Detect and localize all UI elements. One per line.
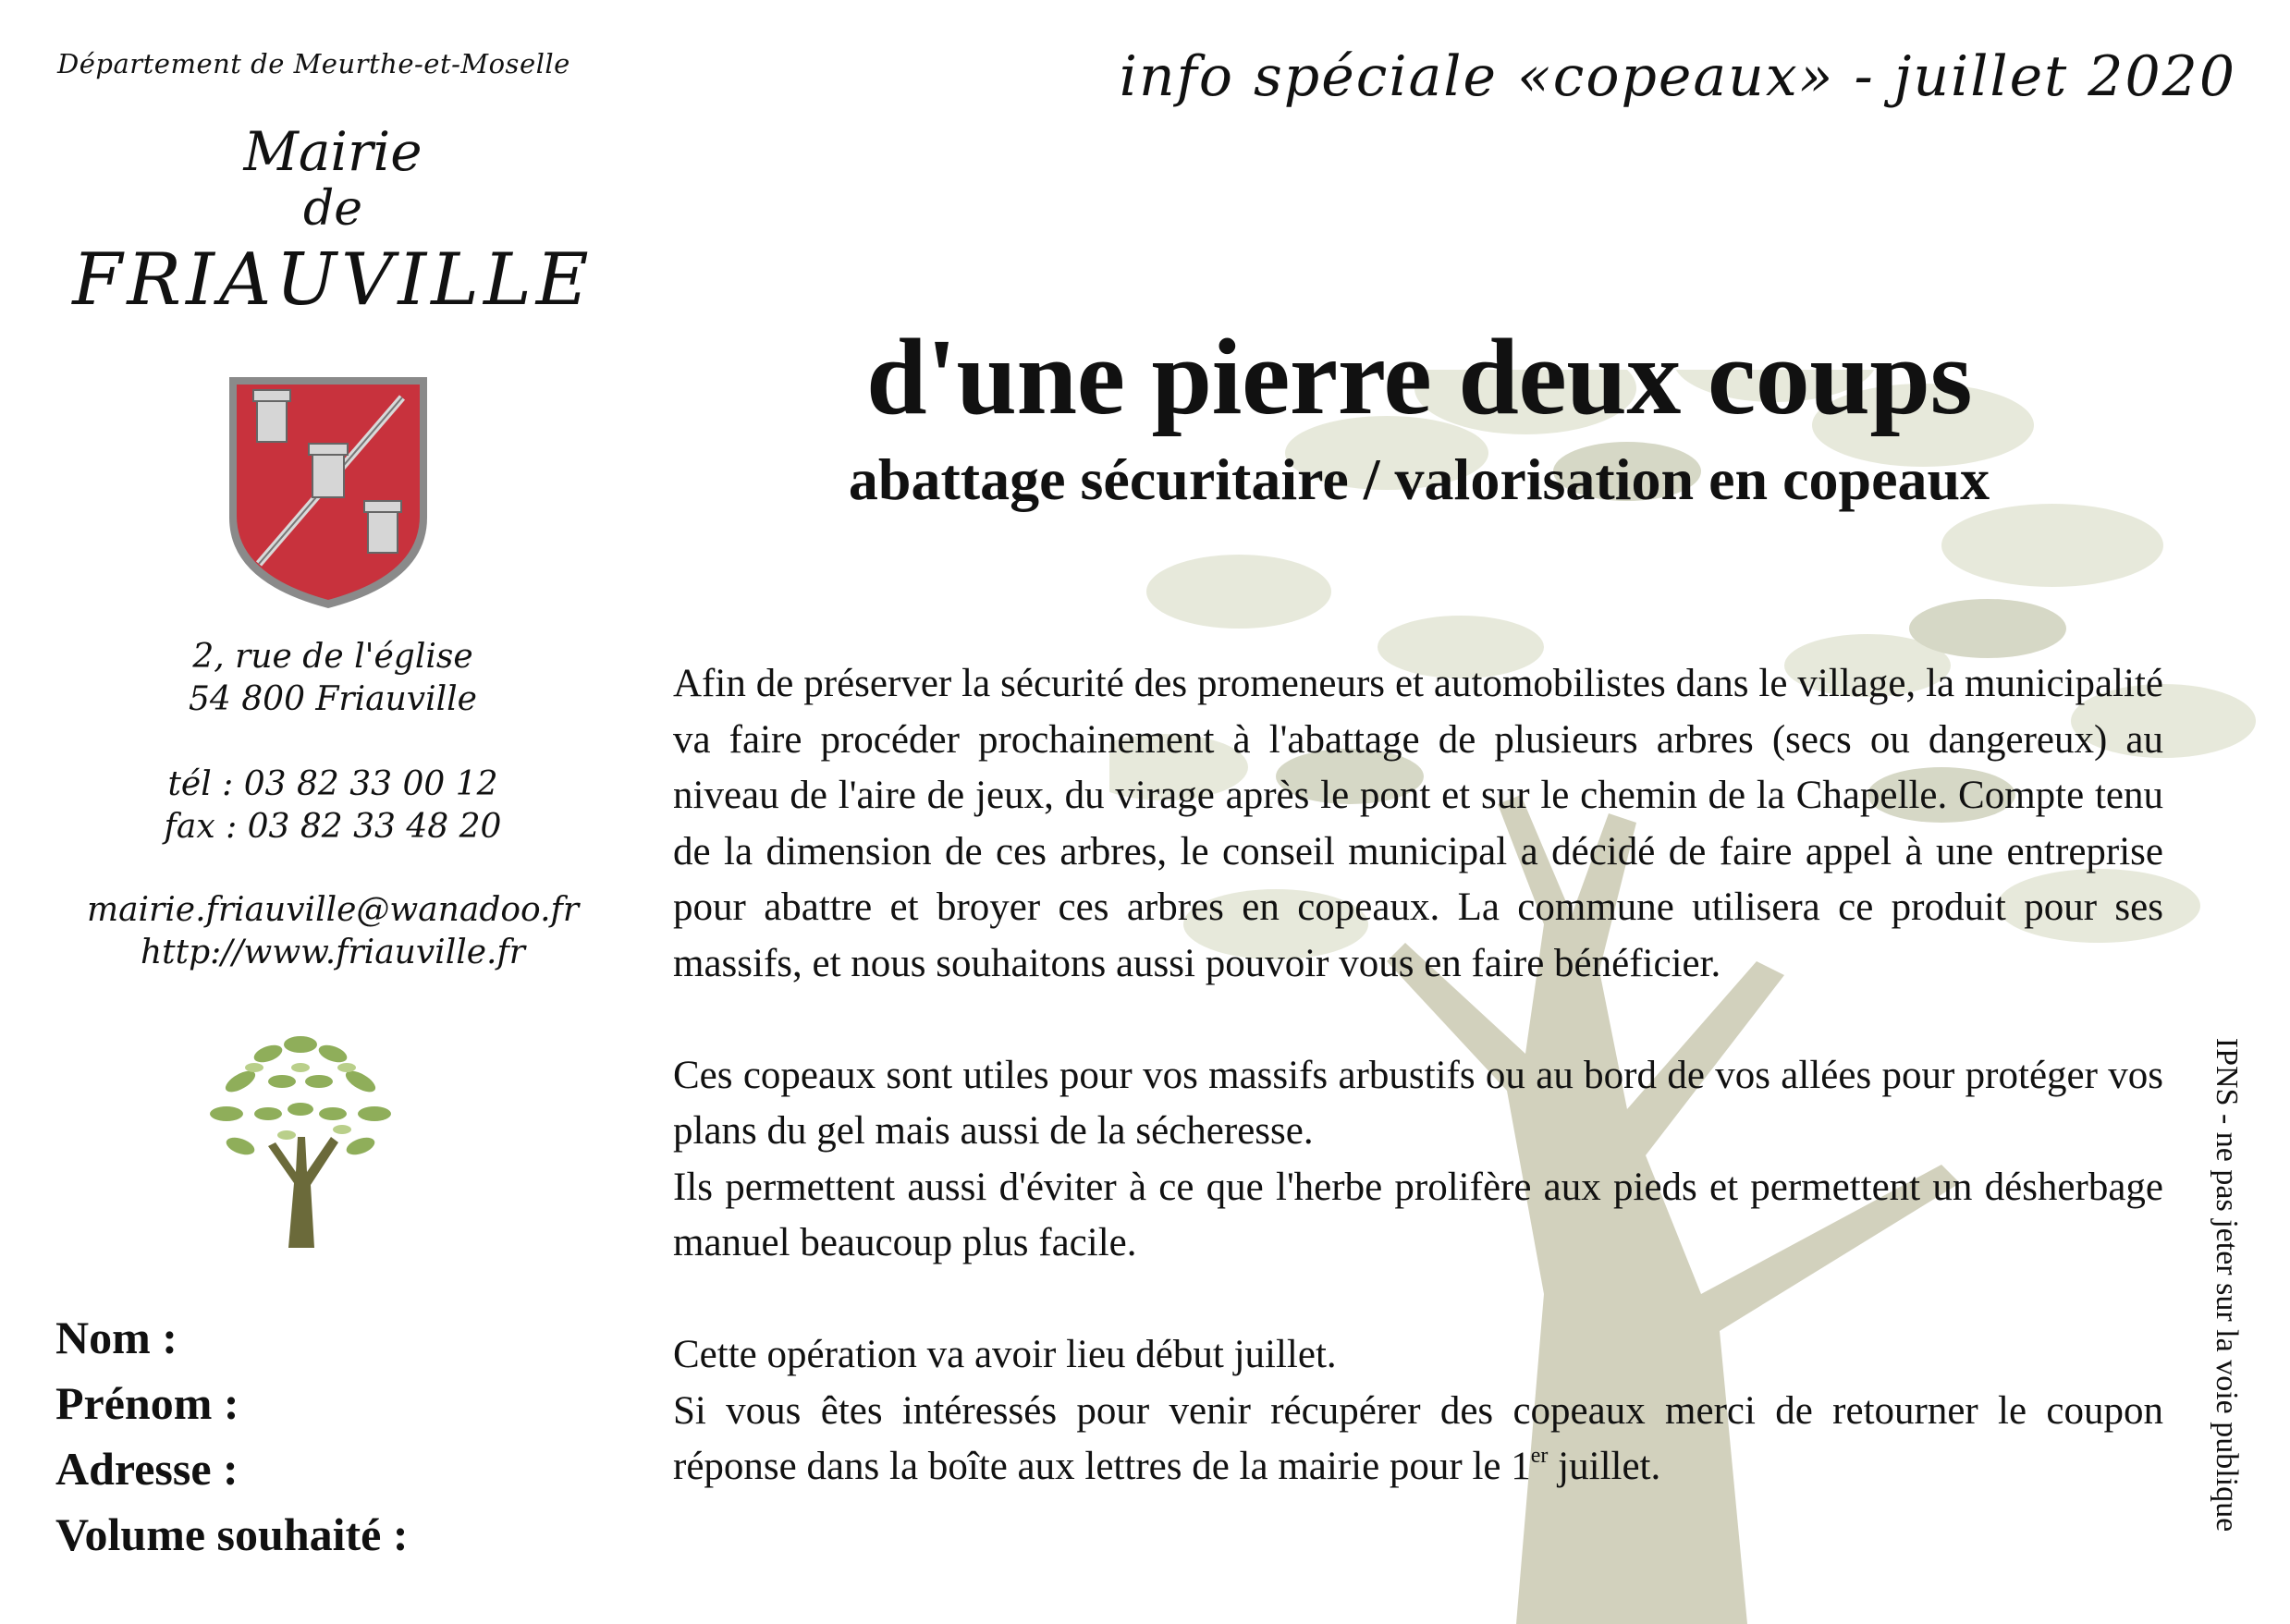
page-title: d'une pierre deux coups — [866, 316, 1972, 437]
town-name: FRIAUVILLE — [72, 238, 594, 322]
fax-number: fax : 03 82 33 48 20 — [164, 808, 502, 846]
paragraph-2: Ces copeaux sont utiles pour vos massifs arbustifs ou au bord de vos allées pour protéger vos plans du gel mais aussi de la sécheresse. — [673, 1053, 2163, 1153]
form-label-nom: Nom : — [55, 1312, 178, 1363]
email-link[interactable]: mairie.friauville@wanadoo.fr — [86, 891, 580, 929]
paragraph-5-end: juillet. — [1548, 1445, 1661, 1488]
bulletin-header: info spéciale «copeaux» - juillet 2020 — [1119, 44, 2236, 109]
web-block — [0, 889, 666, 974]
address-block — [0, 636, 666, 721]
ordinal-sup: er — [1530, 1444, 1549, 1468]
phone-block — [0, 763, 666, 849]
form-label-prenom: Prénom : — [55, 1377, 239, 1429]
form-label-adresse: Adresse : — [55, 1443, 239, 1495]
de-label: de — [302, 181, 363, 237]
paragraph-4: Cette opération va avoir lieu début juillet. — [673, 1333, 1337, 1376]
ipns-text: IPNS - ne pas jeter sur la voie publique — [2210, 1037, 2244, 1532]
reply-coupon — [55, 1305, 409, 1568]
paragraph-3: Ils permettent aussi d'éviter à ce que l'herbe prolifère aux pieds et permettent un désherbage manuel beaucoup plus facile. — [673, 1165, 2163, 1264]
sidebar — [0, 0, 666, 1624]
ipns-note — [2198, 971, 2254, 1599]
website-link[interactable]: http://www.friauville.fr — [140, 934, 526, 971]
paragraph-1: Afin de préserver la sécurité des promeneurs et automobilistes dans le village, la municipalité va faire procéder prochainement à l'abattage de plusieurs arbres (secs ou dangereux) au niveau de l'aire de jeux, du virage après le pont et sur le chemin de la Chapelle. Compte tenu de la dimension de ces arbres, le conseil municipal a décidé de faire appel à une entreprise pour abattre et broyer ces arbres en copeaux. La commune utilisera ce produit pour ses massifs, et nous souhaitons aussi pouvoir vous en faire bénéficier. — [673, 662, 2163, 985]
department-label: Département de Meurthe-et-Moselle — [57, 48, 570, 79]
address-city: 54 800 Friauville — [189, 680, 477, 718]
body-text — [673, 656, 2163, 1496]
address-street: 2, rue de l'église — [192, 638, 473, 676]
phone-number: tél : 03 82 33 00 12 — [167, 765, 498, 803]
page-subtitle: abattage sécuritaire / valorisation en copeaux — [848, 446, 1990, 512]
paragraph-5 — [673, 1384, 2163, 1496]
paragraph-5-main: Si vous êtes intéressés pour venir récupérer des copeaux merci de retourner le coupon réponse dans la boîte aux lettres de la mairie pour le 1 — [673, 1388, 2163, 1488]
form-label-volume: Volume souhaité : — [55, 1508, 409, 1560]
tree-icon — [203, 1026, 398, 1248]
mairie-label: Mairie — [243, 120, 422, 183]
coat-of-arms-icon — [222, 370, 435, 615]
